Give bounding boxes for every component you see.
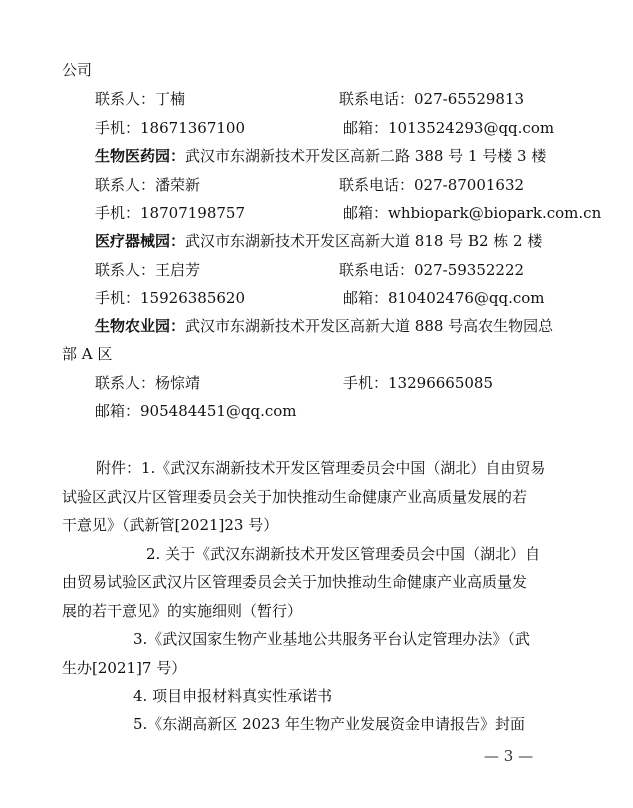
- park2-header-row: [95, 146, 546, 166]
- park4-title: 生物农业园：: [95, 317, 186, 335]
- contact-name: 王启芳: [155, 261, 201, 279]
- park4-address: 武汉市东湖新技术开发区高新大道 888 号高农生物园总: [185, 317, 554, 335]
- attachment-2-line3: 展的若干意见》的实施细则（暂行）: [62, 602, 303, 620]
- mobile-group: [343, 373, 493, 393]
- park2-mobile-row: [95, 203, 602, 223]
- attachment-1-line2: 试验区武汉片区管理委员会关于加快推动生命健康产业高质量发展的若: [62, 488, 528, 506]
- park2-contact-row: [95, 175, 525, 195]
- phone-label: 联系电话：: [339, 90, 415, 108]
- attachment-5: 5.《东湖高新区 2023 年生物产业发展资金申请报告》封面: [133, 715, 526, 733]
- email-value: 905484451@qq.com: [140, 402, 297, 420]
- phone-value: 027-65529813: [414, 90, 525, 108]
- park4-email-row: [95, 401, 297, 421]
- park4-contact-row: [95, 373, 493, 393]
- park2-address: 武汉市东湖新技术开发区高新二路 388 号 1 号楼 3 楼: [185, 147, 547, 165]
- attachment-2-line2: 由贸易试验区武汉片区管理委员会关于加快推动生命健康产业高质量发: [62, 573, 528, 591]
- email-value: 810402476@qq.com: [388, 289, 545, 307]
- attachment-1-line1: 附件：1.《武汉东湖新技术开发区管理委员会中国（湖北）自由贸易: [96, 459, 546, 477]
- phone-group: [339, 175, 524, 195]
- mobile-label: 手机：: [95, 204, 141, 222]
- email-group: [343, 288, 545, 308]
- park2-title: 生物医药园：: [95, 147, 186, 165]
- contact-label: 联系人：: [95, 261, 156, 279]
- attachment-3-line1: 3.《武汉国家生物产业基地公共服务平台认定管理办法》（武: [133, 630, 530, 648]
- mobile-value: 18671367100: [140, 119, 245, 137]
- attachment-4: 4. 项目申报材料真实性承诺书: [133, 687, 333, 705]
- phone-label: 联系电话：: [339, 261, 415, 279]
- email-label: 邮箱：: [343, 119, 389, 137]
- mobile-value: 18707198757: [140, 204, 245, 222]
- contact-label: 联系人：: [95, 90, 156, 108]
- mobile-label: 手机：: [95, 119, 141, 137]
- email-value: 1013524293@qq.com: [388, 119, 555, 137]
- contact-name: 潘荣新: [155, 176, 201, 194]
- park3-mobile-row: [95, 288, 545, 308]
- park3-address: 武汉市东湖新技术开发区高新大道 818 号 B2 栋 2 楼: [185, 232, 543, 250]
- contact-name: 丁楠: [155, 90, 186, 108]
- email-group: [343, 118, 554, 138]
- park1-mobile-row: [95, 118, 555, 138]
- mobile-label: 手机：: [95, 289, 141, 307]
- mobile-value: 15926385620: [140, 289, 245, 307]
- continuation-text: 公司: [62, 61, 93, 79]
- email-value: whbiopark@biopark.com.cn: [388, 204, 602, 222]
- park1-contact-row: [95, 89, 525, 109]
- phone-label: 联系电话：: [339, 176, 415, 194]
- phone-group: [339, 89, 524, 109]
- park3-contact-row: [95, 260, 525, 280]
- email-label: 邮箱：: [343, 289, 389, 307]
- email-label: 邮箱：: [95, 402, 141, 420]
- email-group: [343, 203, 601, 223]
- contact-name: 杨悰靖: [155, 374, 201, 392]
- park3-title: 医疗器械园：: [95, 232, 186, 250]
- park3-header-row: [95, 231, 542, 251]
- attachment-3-line2: 生办[2021]7 号）: [62, 659, 187, 677]
- email-label: 邮箱：: [343, 204, 389, 222]
- page-number: — 3 —: [484, 747, 534, 765]
- mobile-value: 13296665085: [388, 374, 493, 392]
- phone-value: 027-59352222: [414, 261, 525, 279]
- phone-value: 027-87001632: [414, 176, 525, 194]
- park4-address-cont: 部 A 区: [62, 345, 113, 363]
- attachment-1-line3: 干意见》（武新管[2021]23 号）: [62, 516, 279, 534]
- attachment-2-line1: 2. 关于《武汉东湖新技术开发区管理委员会中国（湖北）自: [146, 545, 541, 563]
- contact-label: 联系人：: [95, 374, 156, 392]
- mobile-label: 手机：: [343, 374, 389, 392]
- park4-header-row: [95, 316, 553, 336]
- contact-label: 联系人：: [95, 176, 156, 194]
- phone-group: [339, 260, 524, 280]
